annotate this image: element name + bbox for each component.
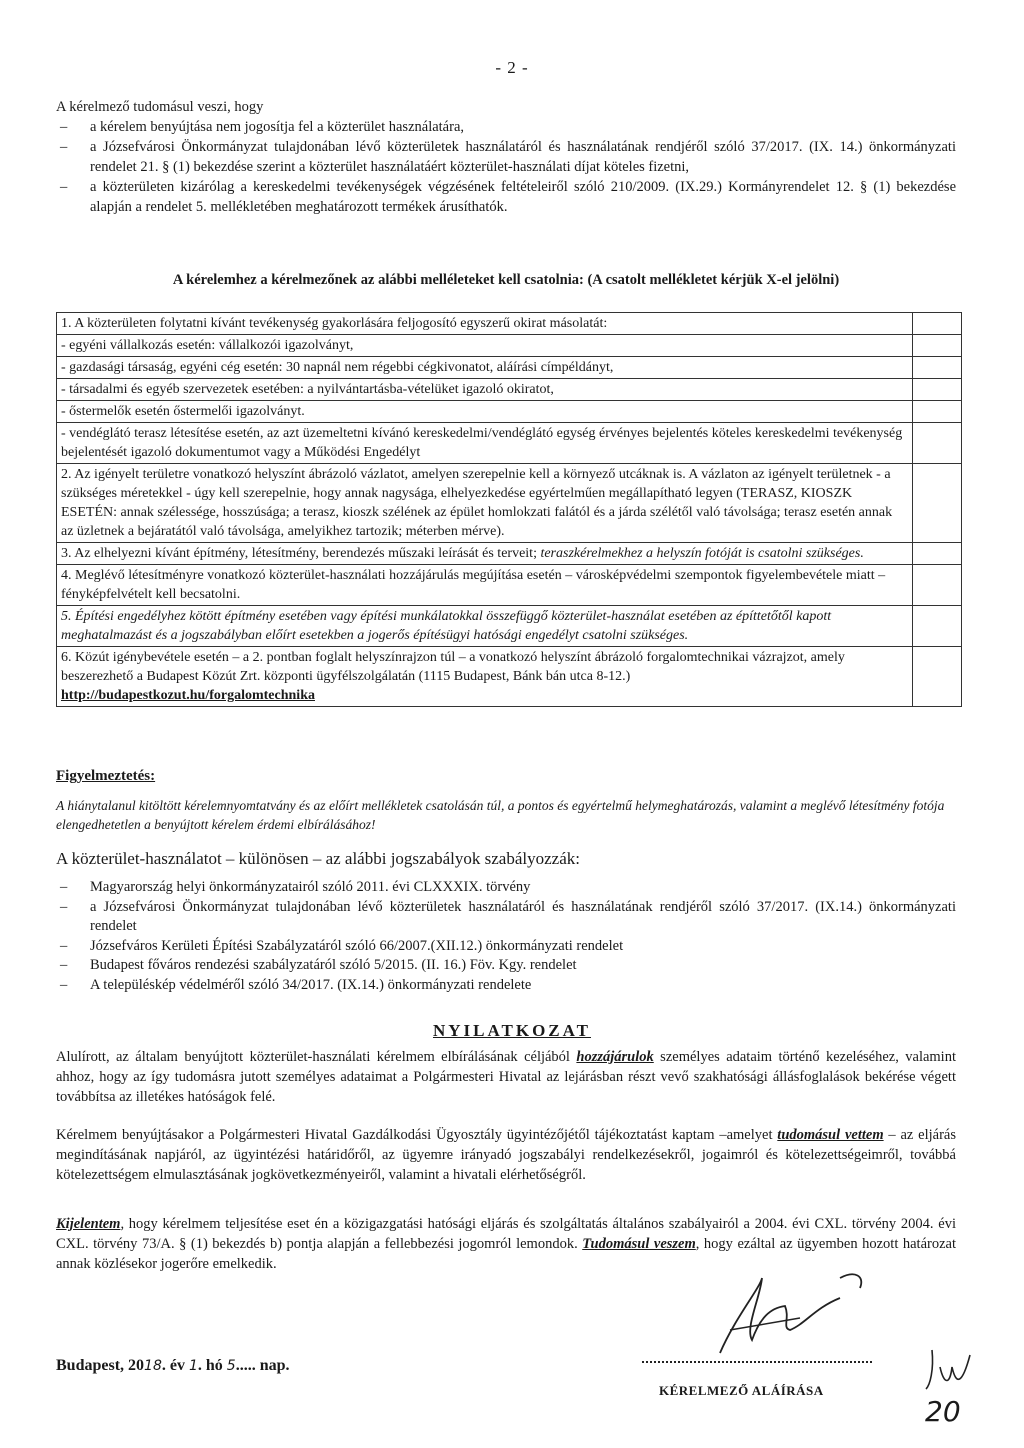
attachment-text: 1. A közterületen folytatni kívánt tevékenység gyakorlására feljogosító egyszerű okirat másolatát: [57, 313, 913, 335]
attachment-row [57, 401, 962, 423]
ev-text: . év [161, 1357, 189, 1374]
text-span: – az eljárás megindításának napjáról, az ügyintézési határidőről, az ügyemre irányadó jogszabályi rendelkezésekről, jogaimról és kötelezettségeimről, továbbá kötelezettségem elmulasztásának jogkövetkezményeiről, valamint a hivatali elérhetőségről. [56, 1127, 956, 1183]
attachment-text: - társadalmi és egyéb szervezetek esetében: a nyilvántartásba-vételüket igazoló okiratot, [57, 379, 913, 401]
intro-item: – a Józsefvárosi Önkormányzat tulajdonában lévő közterületek használatáról és használatának rendjéről szóló 37/2017. (IX. 14.) önkormányzati rendelet 21. § (1) bekezdése szerint a közterület használatáért közterület-használati díjat köteles fizetni, [56, 137, 956, 177]
text-span: , hogy kérelmem teljesítése eset én a közigazgatási hatósági eljárás és szolgáltatás általános szabályairól a 2004. évi CXL. törvény 2004. évi CXL. törvény 73/A. § (1) bekezdés b) pontja alapján a fellebbezési jogomról lemondok. [56, 1216, 956, 1252]
text-span: Alulírott, az általam benyújtott közterület-használati kérelmem elbírálásának céljából [56, 1049, 577, 1065]
attachment-checkbox[interactable] [913, 379, 962, 401]
attachment-text: - egyéni vállalkozás esetén: vállalkozói igazolványt, [57, 335, 913, 357]
attachment-row [57, 464, 962, 543]
attachment-text: 5. Építési engedélyhez kötött építmény esetében vagy építési munkálatokkal összefüggő közterület-használat esetében az építtetőtől kapott meghatalmazást és a jogszabályban előírt esetekben a jogerős építésügyi hatósági engedélyt csatolni szükséges. [57, 606, 913, 647]
intro-list [56, 117, 956, 217]
attachment-checkbox[interactable] [913, 606, 962, 647]
attachment-text [57, 543, 913, 565]
declaration-paragraph-consent [56, 1047, 956, 1107]
nap-text: ..... nap. [235, 1357, 290, 1374]
attachment-row [57, 379, 962, 401]
attachment-text: 4. Meglévő létesítményre vonatkozó közterület-használati hozzájárulás megújítása esetén – városképvédelmi szempontok figyelembevétele miatt – fényképfelvételt kell becsatolni. [57, 565, 913, 606]
intro-item: – a közterületen kizárólag a kereskedelmi tevékenységek végzésének feltételeiről szóló 210/2009. (IX.29.) Kormányrendelet 12. § (1) bekezdése alapján a rendelet 5. mellékletében meghatározott termékek árusíthatók. [56, 177, 956, 217]
attachment-row [57, 647, 962, 707]
intro-section [56, 97, 956, 217]
attachment-row [57, 335, 962, 357]
signature-line [642, 1343, 872, 1363]
attachment-row [57, 606, 962, 647]
attachments-heading: A kérelemhez a kérelmezőnek az alábbi melléleteket kell csatolnia: (A csatolt mellékletet kérjük X-el jelölni) [172, 272, 840, 288]
place-text: Budapest, 20 [56, 1357, 145, 1374]
attachment-row [57, 565, 962, 606]
law-item: – Magyarország helyi önkormányzatairól szóló 2011. évi CLXXXIX. törvény [56, 878, 956, 898]
attachment-row [57, 313, 962, 335]
attachment-text-plain: 3. Az elhelyezni kívánt építmény, létesítmény, berendezés műszaki leírását és terveit; [61, 546, 541, 561]
emphasis-text: Kijelentem [56, 1216, 121, 1232]
attachment-text [57, 647, 913, 707]
attachment-text-italic: teraszkérelmekhez a helyszín fotóját is csatolni szükséges. [540, 546, 864, 561]
ho-text: . hó [197, 1357, 227, 1374]
attachment-checkbox[interactable] [913, 647, 962, 707]
initials-mark [922, 1345, 982, 1395]
emphasis-text: tudomásul vettem [777, 1127, 884, 1143]
attachment-text: - gazdasági társaság, egyéni cég esetén: 30 napnál nem régebbi cégkivonatot, aláírási címpéldányt, [57, 357, 913, 379]
month-handwritten: 1 [188, 1358, 198, 1374]
warning-title: Figyelmeztetés: [56, 768, 156, 784]
attachments-table [56, 312, 962, 707]
law-item: – Józsefváros Kerületi Építési Szabályzatáról szóló 66/2007.(XII.12.) önkormányzati rendelet [56, 937, 956, 957]
intro-item: – a kérelem benyújtása nem jogosítja fel a közterület használatára, [56, 117, 956, 137]
page-number: - 2 - [495, 58, 529, 77]
laws-heading: A közterület-használatot – különösen – az alábbi jogszabályok szabályozzák: [56, 849, 580, 868]
attachment-checkbox[interactable] [913, 464, 962, 543]
law-item: – A településkép védelméről szóló 34/2017. (IX.14.) önkormányzati rendelete [56, 976, 956, 996]
attachment-text: - vendéglátó terasz létesítése esetén, az azt üzemeltetni kívánó kereskedelmi/vendéglátó egység érvényes bejelentés köteles kereskedelmi tevékenység bejelentését igazoló dokumentumot vagy a Működési Engedélyt [57, 423, 913, 464]
laws-list [56, 878, 956, 995]
attachment-text: 2. Az igényelt területre vonatkozó helyszínt ábrázoló vázlatot, amelyen szerepelnie kell a környező utcáknak is. A vázlaton az igényelt területnek - a szükséges méretekkel - úgy kell szerepelnie, hogy annak nagysága, elhelyezkedése egyértelműen megállapítható legyen (TERASZ, KIOSZK ESETÉN: annak szélessége, hosszúsága; a terasz, kioszk szélének az épület homlokzati falától és a járda szélétől való távolsága; terasz esetén annak az üzletnek a bejáratától való távolsága, amelyikhez tartozik; méterben mérve). [57, 464, 913, 543]
signature-label: KÉRELMEZŐ ALÁÍRÁSA [659, 1383, 824, 1398]
day-handwritten: 5 [226, 1358, 236, 1374]
text-span: Kérelmem benyújtásakor a Polgármesteri Hivatal Gazdálkodási Ügyosztály ügyintézőjétől tájékoztatást kaptam –amelyet [56, 1127, 778, 1143]
year-handwritten: 18 [144, 1358, 162, 1374]
attachment-checkbox[interactable] [913, 423, 962, 464]
attachment-checkbox[interactable] [913, 335, 962, 357]
law-item: – Budapest főváros rendezési szabályzatáról szóló 5/2015. (II. 16.) Föv. Kgy. rendelet [56, 956, 956, 976]
attachment-row [57, 357, 962, 379]
page-mark-handwritten: 20 [925, 1395, 961, 1428]
declaration-paragraph-informed [56, 1125, 956, 1185]
attachment-checkbox[interactable] [913, 543, 962, 565]
warning-text: A hiánytalanul kitöltött kérelemnyomtatvány és az előírt mellékletek csatolásán túl, a pontos és egyértelmű helymeghatározás, valamint a meglévő létesítmény fotója elengedhetetlen a benyújtott kérelem érdemi elbírálásához! [56, 798, 945, 832]
attachment-text-plain: 6. Közút igénybevétele esetén – a 2. pontban foglalt helyszínrajzon túl – a vonatkozó helyszínt ábrázoló forgalomtechnikai vázrajzot, amely beszerezhető a Budapest Közút Zrt. központi ügyfélszolgálatán (1115 Budapest, Bánk bán utca 8-12.) [61, 650, 845, 684]
declaration-title: NYILATKOZAT [432, 1021, 591, 1040]
emphasis-text: hozzájárulok [576, 1049, 654, 1065]
attachment-row [57, 423, 962, 464]
attachment-row [57, 543, 962, 565]
text-span: személyes adataim történő kezeléséhez, valamint ahhoz, hogy az így tudomásra jutott személyes adataimat a Polgármesteri Hivatal az lejárásban részt vevő szakhatósági állásfoglalások bekérése végett továbbítsa az illetékes hatóságok felé. [56, 1049, 956, 1105]
law-item: – a Józsefvárosi Önkormányzat tulajdonában lévő közterületek használatáról és használatának rendjéről szóló 37/2017. (IX.14.) önkormányzati rendelet [56, 898, 956, 937]
text-span: , hogy ezáltal az ügyemben hozott határozat annak közlésekor jogerőre emelkedik. [56, 1236, 956, 1272]
attachment-text: - őstermelők esetén őstermelői igazolványt. [57, 401, 913, 423]
attachment-checkbox[interactable] [913, 565, 962, 606]
attachment-checkbox[interactable] [913, 313, 962, 335]
forgalomtechnika-link[interactable]: http://budapestkozut.hu/forgalomtechnika [61, 688, 315, 703]
attachment-checkbox[interactable] [913, 401, 962, 423]
place-date-line [56, 1357, 290, 1375]
emphasis-text: Tudomásul veszem [582, 1236, 696, 1252]
attachment-checkbox[interactable] [913, 357, 962, 379]
intro-lead: A kérelmező tudomásul veszi, hogy [56, 99, 264, 115]
